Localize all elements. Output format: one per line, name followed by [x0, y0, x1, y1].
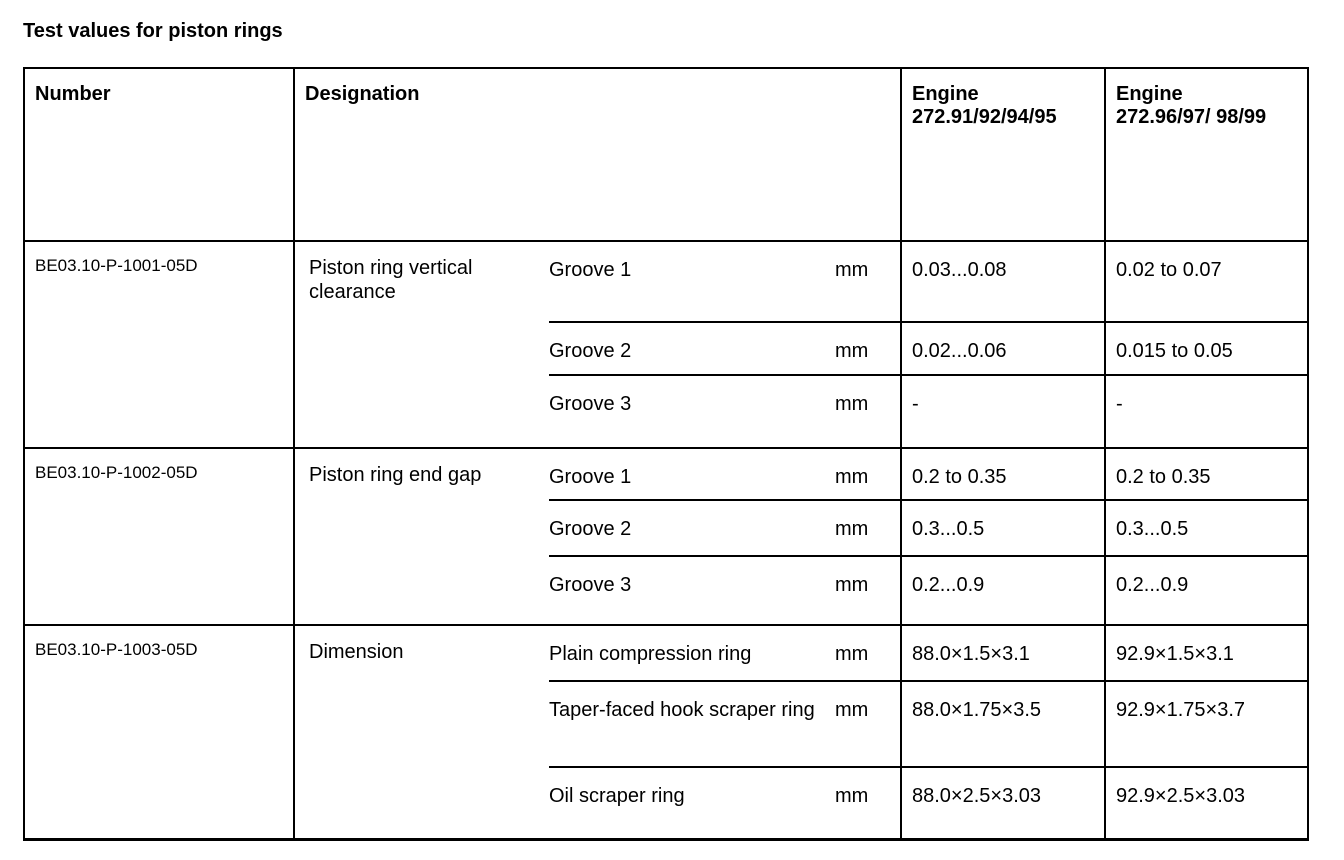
engine-b-value-cell: 0.3...0.5 — [1105, 500, 1308, 556]
engine-b-value-cell: 0.2 to 0.35 — [1105, 448, 1308, 500]
item-label-cell: Groove 1 — [549, 448, 835, 500]
designation-cell: Piston ring end gap — [294, 448, 549, 625]
engine-a-value-cell: 88.0×1.5×3.1 — [901, 625, 1105, 681]
unit-cell: mm — [835, 556, 901, 625]
engine-a-value-cell: 0.2...0.9 — [901, 556, 1105, 625]
engine-b-value-cell: 92.9×1.5×3.1 — [1105, 625, 1308, 681]
test-number-cell: BE03.10-P-1003-05D — [24, 625, 294, 839]
engine-a-value-cell: 88.0×2.5×3.03 — [901, 767, 1105, 839]
item-label-cell: Groove 2 — [549, 500, 835, 556]
item-label-cell: Groove 2 — [549, 322, 835, 375]
header-engine-a: Engine 272.91/92/94/95 — [901, 68, 1105, 241]
item-label-cell: Groove 1 — [549, 241, 835, 322]
engine-a-value-cell: 0.03...0.08 — [901, 241, 1105, 322]
designation-cell: Dimension — [294, 625, 549, 839]
page-title: Test values for piston rings — [23, 20, 283, 42]
test-number-cell: BE03.10-P-1001-05D — [24, 241, 294, 448]
item-label-cell: Oil scraper ring — [549, 767, 835, 839]
table-row — [24, 241, 1308, 322]
table-header-row — [24, 68, 1308, 241]
engine-a-value-cell: 0.02...0.06 — [901, 322, 1105, 375]
engine-b-value-cell: 92.9×1.75×3.7 — [1105, 681, 1308, 767]
table-row — [24, 448, 1308, 500]
engine-a-value-cell: 0.2 to 0.35 — [901, 448, 1105, 500]
header-number: Number — [24, 68, 294, 241]
engine-b-value-cell: - — [1105, 375, 1308, 448]
item-label-cell: Plain compression ring — [549, 625, 835, 681]
designation-cell: Piston ring vertical clearance — [294, 241, 549, 448]
unit-cell: mm — [835, 625, 901, 681]
engine-a-value-cell: 88.0×1.75×3.5 — [901, 681, 1105, 767]
test-number-cell: BE03.10-P-1002-05D — [24, 448, 294, 625]
unit-cell: mm — [835, 448, 901, 500]
item-label-cell: Taper-faced hook scraper ring — [549, 681, 835, 767]
header-engine-b: Engine 272.96/97/ 98/99 — [1105, 68, 1308, 241]
unit-cell: mm — [835, 500, 901, 556]
engine-a-value-cell: 0.3...0.5 — [901, 500, 1105, 556]
unit-cell: mm — [835, 241, 901, 322]
unit-cell: mm — [835, 375, 901, 448]
unit-cell: mm — [835, 322, 901, 375]
item-label-cell: Groove 3 — [549, 375, 835, 448]
engine-b-value-cell: 0.02 to 0.07 — [1105, 241, 1308, 322]
engine-b-value-cell: 0.015 to 0.05 — [1105, 322, 1308, 375]
engine-a-value-cell: - — [901, 375, 1105, 448]
piston-ring-test-values-table — [23, 67, 1309, 841]
unit-cell: mm — [835, 767, 901, 839]
engine-b-value-cell: 0.2...0.9 — [1105, 556, 1308, 625]
engine-b-value-cell: 92.9×2.5×3.03 — [1105, 767, 1308, 839]
header-designation: Designation — [294, 68, 901, 241]
item-label-cell: Groove 3 — [549, 556, 835, 625]
unit-cell: mm — [835, 681, 901, 767]
table-row — [24, 625, 1308, 681]
